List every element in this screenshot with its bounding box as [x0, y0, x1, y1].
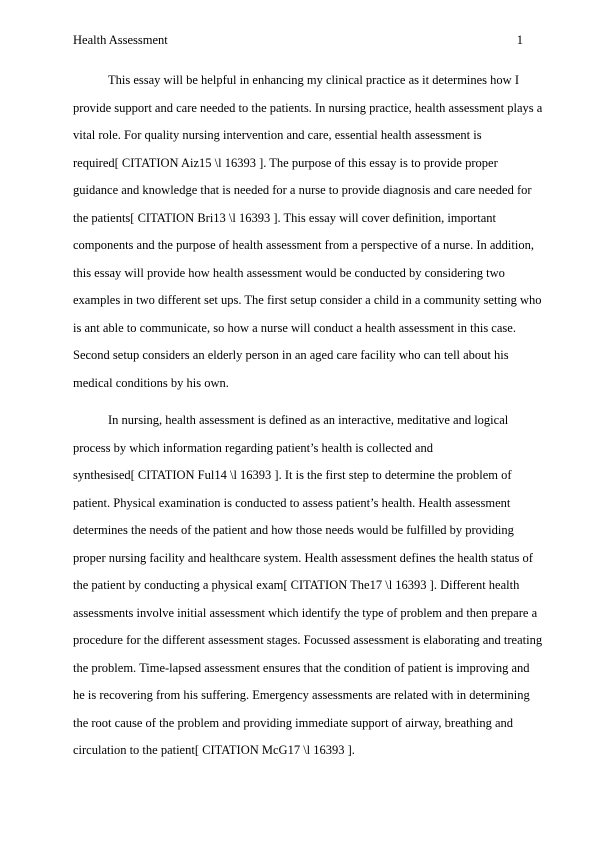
text-line: medical conditions by his own. [73, 375, 229, 390]
text-line: the root cause of the problem and providing immediate support of airway, breathing and [73, 715, 514, 730]
page-number: 1 [516, 33, 523, 47]
text-line: guidance and knowledge that is needed for a nurse to provide diagnosis and care needed for [73, 183, 532, 197]
text-line: circulation to the patient[ CITATION McG17 \l 16393 ]. [73, 743, 355, 757]
text-line: assessments involve initial assessment which identify the type of problem and then prepare a [73, 605, 538, 620]
text-line: determines the needs of the patient and how those needs would be fulfilled by providing [73, 523, 514, 537]
paragraph [73, 67, 543, 397]
text-line: the patients[ CITATION Bri13 \l 16393 ]. This essay will cover definition, important [73, 210, 497, 225]
text-line: synthesised[ CITATION Ful14 \l 16393 ]. It is the first step to determine the problem of [73, 468, 512, 482]
header-title: Health Assessment [73, 33, 168, 47]
text-line: the problem. Time-lapsed assessment ensures that the condition of patient is improving and [73, 660, 530, 675]
text-line: This essay will be helpful in enhancing my clinical practice as it determines how I [108, 73, 519, 87]
text-line: is ant able to communicate, so how a nurse will conduct a health assessment in this case. [73, 320, 516, 335]
text-line: required[ CITATION Aiz15 \l 16393 ]. The purpose of this essay is to provide proper [73, 155, 498, 170]
text-line: examples in two different set ups. The first setup consider a child in a community setting who [73, 293, 542, 307]
document-body [73, 67, 543, 765]
text-line: process by which information regarding patient’s health is collected and [73, 440, 433, 455]
paragraph [73, 407, 543, 765]
page-header [73, 33, 523, 51]
text-line: In nursing, health assessment is defined as an interactive, meditative and logical [108, 413, 509, 427]
text-line: patient. Physical examination is conducted to assess patient’s health. Health assessment [73, 495, 511, 510]
text-line: he is recovering from his suffering. Emergency assessments are related with in determining [73, 688, 530, 702]
text-line: vital role. For quality nursing intervention and care, essential health assessment is [73, 128, 482, 142]
text-line: this essay will provide how health assessment would be conducted by considering two [73, 265, 505, 280]
text-line: components and the purpose of health assessment from a perspective of a nurse. In addition, [73, 238, 534, 252]
text-line: proper nursing facility and healthcare system. Health assessment defines the health status of [73, 550, 533, 565]
text-line: Second setup considers an elderly person in an aged care facility who can tell about his [73, 348, 509, 362]
text-line: procedure for the different assessment stages. Focussed assessment is elaborating and treating [73, 633, 543, 647]
paragraph-gap [73, 397, 525, 407]
text-line: provide support and care needed to the patients. In nursing practice, health assessment plays a [73, 100, 543, 115]
text-line: the patient by conducting a physical exam[ CITATION The17 \l 16393 ]. Different health [73, 578, 520, 592]
